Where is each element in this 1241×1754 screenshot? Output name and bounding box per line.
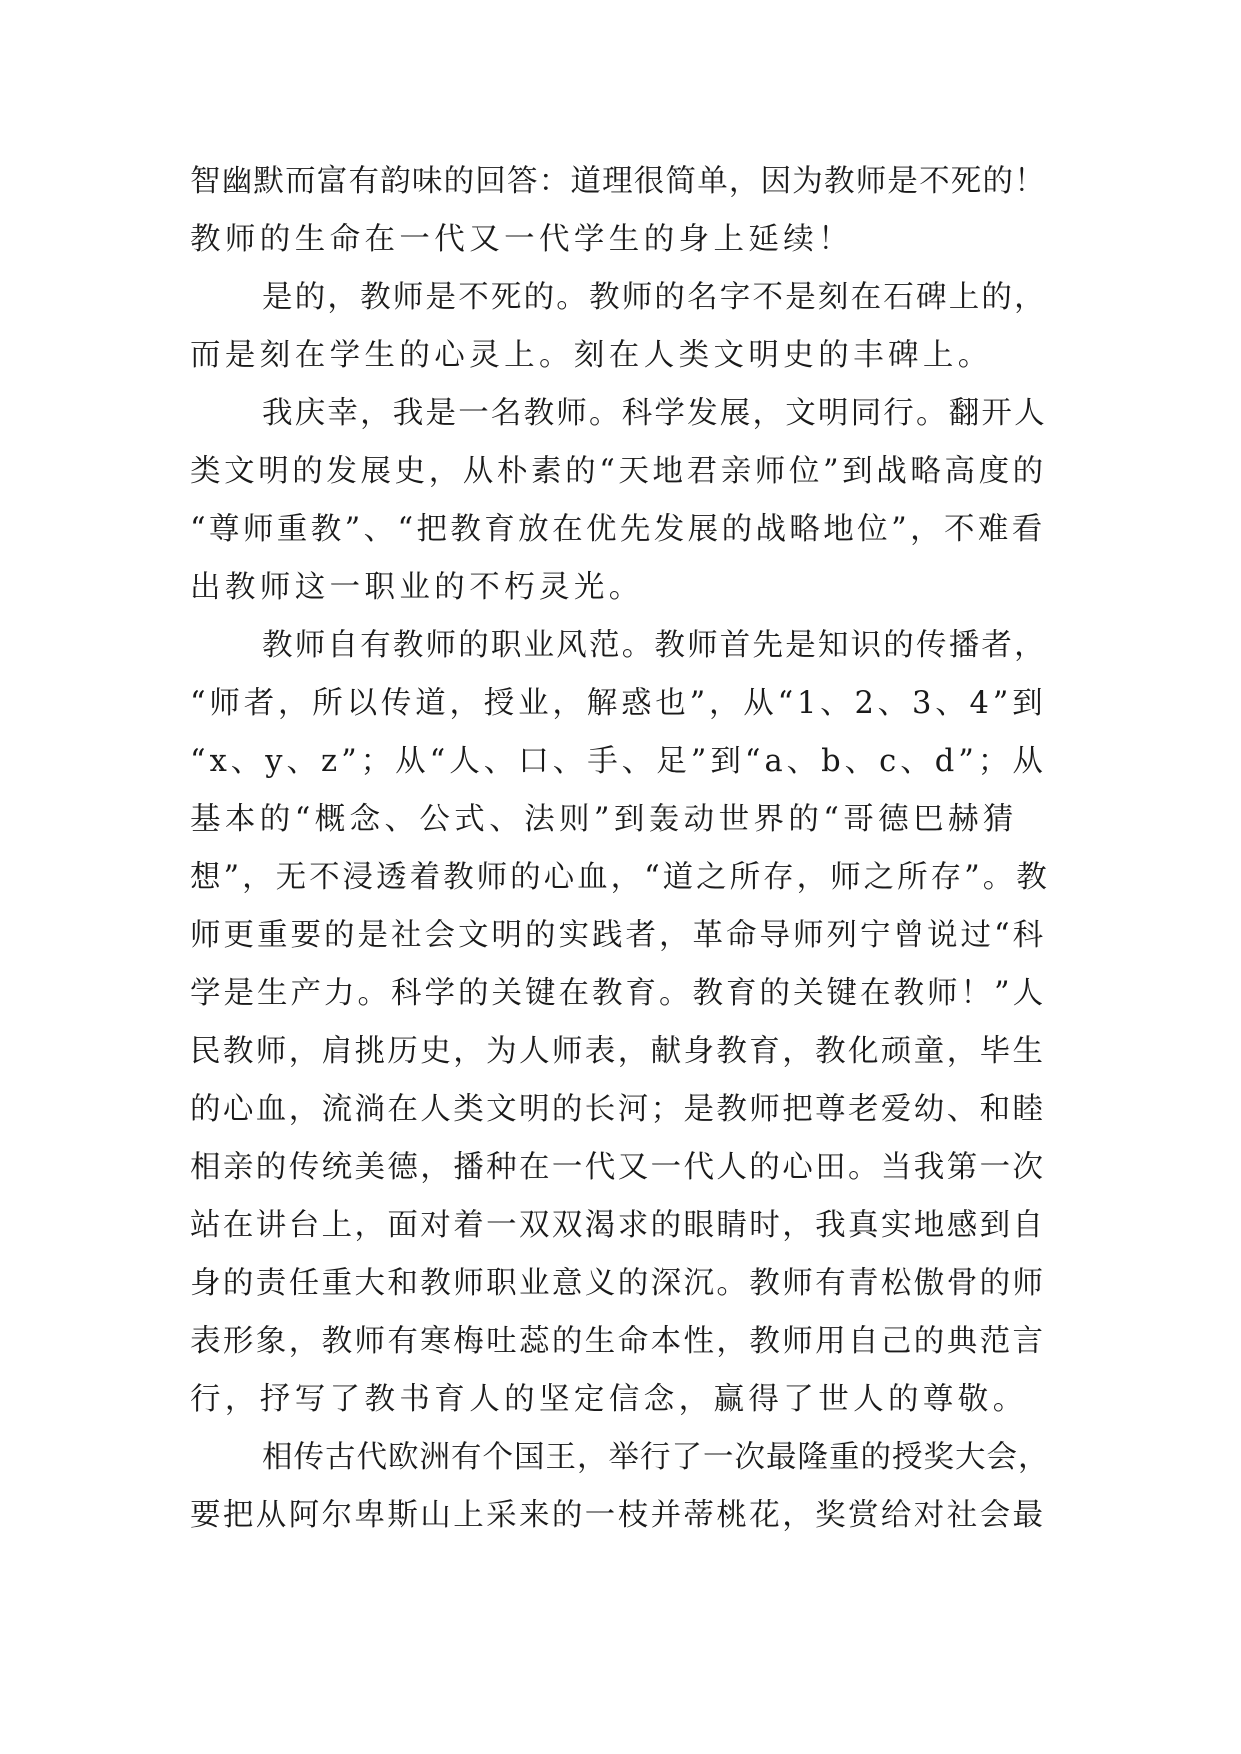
paragraph-line: 行，抒写了教书育人的坚定信念，赢得了世人的尊敬。 <box>190 1382 1028 1417</box>
paragraph-line: 基本的“概念、公式、法则”到轰动世界的“哥德巴赫猜 <box>190 802 1018 837</box>
paragraph-line: 的心血，流淌在人类文明的长河；是教师把尊老爱幼、和睦 <box>190 1092 1046 1127</box>
document-body <box>190 153 1050 1545</box>
paragraph-line: 智幽默而富有韵味的回答：道理很简单，因为教师是不死的！ <box>190 164 1046 199</box>
paragraph-line: 要把从阿尔卑斯山上采来的一枝并蒂桃花，奖赏给对社会最 <box>190 1498 1046 1533</box>
paragraph-line: 身的责任重大和教师职业意义的深沉。教师有青松傲骨的师 <box>190 1266 1046 1301</box>
paragraph-line: 学是生产力。科学的关键在教育。教育的关键在教师！”人 <box>190 976 1047 1011</box>
paragraph-line: 相亲的传统美德，播种在一代又一代人的心田。当我第一次 <box>190 1150 1046 1185</box>
paragraph-line: 类文明的发展史，从朴素的“天地君亲师位”到战略高度的 <box>190 454 1047 489</box>
paragraph-line: 出教师这一职业的不朽灵光。 <box>190 570 644 605</box>
paragraph-line: 师更重要的是社会文明的实践者，革命导师列宁曾说过“科 <box>190 918 1047 953</box>
paragraph-4 <box>190 617 1050 1429</box>
paragraph-line: 民教师，肩挑历史，为人师表，献身教育，教化顽童，毕生 <box>190 1034 1046 1069</box>
paragraph-line: “尊师重教”、“把教育放在优先发展的战略地位”，不难看 <box>190 512 1046 547</box>
paragraph-line: “师者，所以传道，授业，解惑也”，从“1、2、3、4”到 <box>190 686 1047 721</box>
paragraph-line: 表形象，教师有寒梅吐蕊的生命本性，教师用自己的典范言 <box>190 1324 1046 1359</box>
paragraph-1 <box>190 153 1050 269</box>
paragraph-line: 站在讲台上，面对着一双双渴求的眼睛时，我真实地感到自 <box>190 1208 1046 1243</box>
paragraph-3 <box>190 385 1050 617</box>
paragraph-line: 我庆幸，我是一名教师。科学发展，文明同行。翻开人 <box>262 396 1047 431</box>
paragraph-line: 想”，无不浸透着教师的心血，“道之所存，师之所存”。教 <box>190 860 1050 895</box>
paragraph-line: “x、y、z”；从“人、口、手、足”到“a、b、c、d”；从 <box>190 744 1047 779</box>
paragraph-line: 是的，教师是不死的。教师的名字不是刻在石碑上的， <box>262 280 1047 315</box>
paragraph-line: 而是刻在学生的心灵上。刻在人类文明史的丰碑上。 <box>190 338 993 373</box>
paragraph-line: 相传古代欧洲有个国王，举行了一次最隆重的授奖大会， <box>262 1440 1050 1475</box>
paragraph-2 <box>190 269 1050 385</box>
paragraph-5 <box>190 1429 1050 1545</box>
paragraph-line: 教师自有教师的职业风范。教师首先是知识的传播者， <box>262 628 1047 663</box>
paragraph-line: 教师的生命在一代又一代学生的身上延续！ <box>190 222 854 257</box>
